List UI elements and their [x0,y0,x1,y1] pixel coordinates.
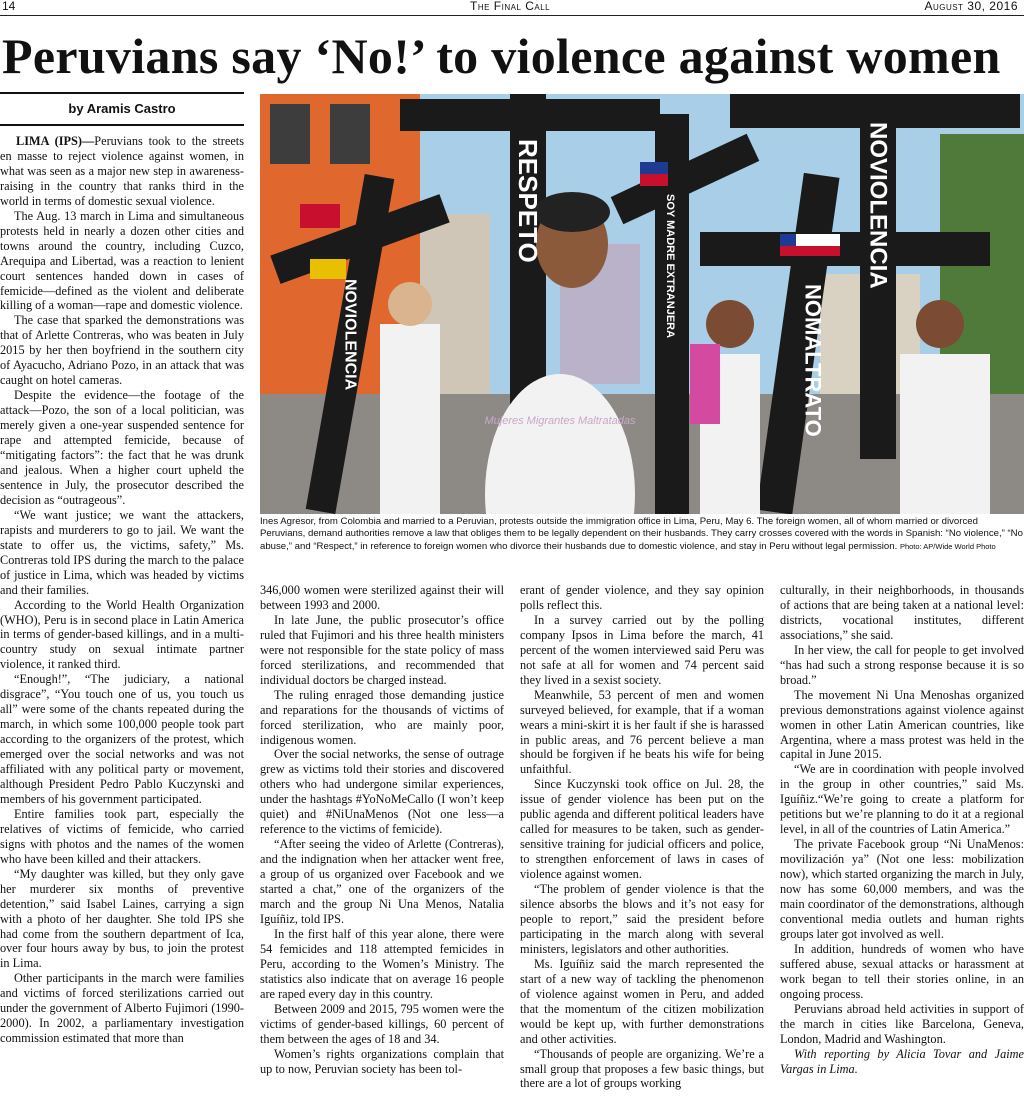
article-paragraph: Ms. Iguíñiz said the march represented the start of a new way of tackling the phenomenon of violence against women in Peru, and added that the momentum of the citizen mobilization would be kept up, with further demonstrations and other activities. [520,956,764,1046]
article-paragraph: “We are in coordination with people involved in the group in other countries,” said Ms. Iguíñiz.“We’re going to create a platform for petitions but we’re planning to do it at a regional level, in all of the countries of Latin America.” [780,762,1024,837]
article-paragraph: The private Facebook group “Ni UnaMenos: movilización ya” (Not one less: mobilization now), which started organizing the march in July, now has some 60,000 members, and was the main coordinator of the demonstrations, although conventional media outlets and human rights groups later got involved as well. [780,837,1024,941]
article-paragraph: “The problem of gender violence is that the silence absorbs the blows and it’s not easy for people to report,” said the president before participating in the march along with several ministers, legislators and other authorities. [520,882,764,956]
sign-noviolencia-right: NOVIOLENCIA [864,122,892,289]
article-paragraph: The movement Ni Una Menoshas organized previous demonstrations against violence against women in other Latin American countries, like Argentina, where a mass protest was held in the capital in June 2015. [780,687,1024,762]
shirt-text: Mujeres Migrantes Maltratadas [484,415,636,427]
article-paragraph: Entire families took part, especially the relatives of victims of femicide, who carried signs with photos and the names of the women who have been killed and their attackers. [0,806,244,866]
sign-soy-madre: SOY MADRE EXTRANJERA [664,194,676,339]
article-paragraph: culturally, in their neighborhoods, in thousands of actions that are being taken at a national level: districts, vocational institutes, different associations,” she said. [780,583,1024,642]
byline-box [0,92,244,126]
article-paragraph: According to the World Health Organization (WHO), Peru is in second place in Latin America in terms of gender-based killings, and in a multi-country study on sexual intimate partner violence, it ranked third. [0,597,244,672]
article-paragraph: Peruvians abroad held activities in support of the march in cities like Barcelona, Geneva, London, Madrid and Washington. [780,1001,1024,1046]
article-paragraph: 346,000 women were sterilized against their will between 1993 and 2000. [260,583,504,612]
article-paragraph: erant of gender violence, and they say opinion polls reflect this. [520,583,764,612]
article-paragraph: In late June, the public prosecutor’s office ruled that Fujimori and his three health ministers were not responsible for the state policy of mass forced sterilizations, and recommended that individual doctors be charged instead. [260,612,504,687]
page-number: 14 [2,0,16,13]
article-paragraph: Other participants in the march were families and victims of forced sterilizations carried out under the government of Alberto Fujimori (1990-2000). In 2002, a parliamentary investigation commission estimated that more than [0,971,244,1046]
news-photo [260,94,1024,514]
publication-name: The Final Call [470,0,551,13]
sign-noviolencia-left: NOVIOLENCIA [341,279,359,391]
article-paragraph: In her view, the call for people to get involved “has had such a strong response because it is so broad.” [780,642,1024,687]
article-paragraph [0,134,244,209]
dateline: LIMA (IPS)— [16,134,95,148]
article-paragraph: In the first half of this year alone, there were 54 femicides and 118 attempted femicides in Peru, according to the Women’s Ministry. The statistics also indicate that on average 16 people are raped every day in this country. [260,926,504,1001]
paragraph-text: Peruvians took to the streets en masse to reject violence against women, in what was seen as a major new step in awareness-raising in the country that ranks third in the world in terms of domestic sexual violence. [0,134,244,208]
article-paragraph: Despite the evidence—the footage of the attack—Pozo, the son of a local politician, was merely given a one-year suspended sentence for rape and attempted femicide, because of “mitigating factors”: the fact that he was drunk and jealous. When a higher court upheld the sentence in July, the prosecutor described the decision as “outrageous”. [0,388,244,507]
article-paragraph: The ruling enraged those demanding justice and reparations for the thousands of victims of forced sterilization, who are mainly poor, indigenous women. [260,687,504,747]
article-column-1 [0,134,244,1108]
article-column-3 [520,583,764,1108]
sign-respeto: RESPETO [513,139,543,263]
article-paragraph: “We want justice; we want the attackers, rapists and murderers to go to jail. We want the state to offer us, the victims, safety,” Ms. Contreras told IPS during the march to the palace of justice in Lima, which was headed by victims and their families. [0,507,244,597]
article-paragraph: “Enough!”, “The judiciary, a national disgrace”, “You touch one of us, you touch us all” were some of the chants repeated during the march, in which some 100,000 people took part according to the organizers of the protest, which emerged over the social networks and was not affiliated with any political party or movement, although President Pedro Pablo Kuczynski and members of his government participated. [0,672,244,806]
article-paragraph: Over the social networks, the sense of outrage grew as victims told their stories and discovered others who had undergone similar experiences, under the hashtags #YoNoMeCallo (I won’t keep quiet) and #NiUnaMenos (Not one less—a reference to the victims of femicide). [260,747,504,837]
page-header [0,0,1024,16]
article-paragraph: “My daughter was killed, but they only gave her murderer six months of preventive detention,” said Isabel Laines, carrying a sign with a photo of her daughter. She told IPS she had come from the southern department of Ica, over four hours away by bus, to join the protest in Lima. [0,866,244,971]
headline: Peruvians say ‘No!’ to violence against women [2,28,1001,84]
article-paragraph: In a survey carried out by the polling company Ipsos in Lima before the march, 41 percent of the women interviewed said Peru was not safe at all for women and 74 percent said they lived in a sexist society. [520,612,764,687]
article-paragraph: In addition, hundreds of women who have suffered abuse, sexual attacks or harassment at work began to tell their stories online, in an ongoing process. [780,941,1024,1001]
article-paragraph: The Aug. 13 march in Lima and simultaneous protests held in nearly a dozen other cities and towns around the country, including Cuzco, Arequipa and Libertad, was a reaction to lenient court sentences handed down in cases of femicide—defined as the violent and deliberate killing of a woman—rape and domestic violence. [0,208,244,313]
photo-credit: Photo: AP/Wide World Photo [899,541,996,551]
issue-date: August 30, 2016 [924,0,1018,13]
article-paragraph: The case that sparked the demonstrations was that of Arlette Contreras, who was beaten in July 2015 by her then boyfriend in the southern city of Ayacucho, Adriano Pozo, in an attack that was caught on hotel cameras. [0,313,244,388]
byline: by Aramis Castro [68,101,176,116]
article-paragraph: Meanwhile, 53 percent of men and women surveyed believed, for example, that if a woman wears a mini-skirt it is her fault if she is harassed in public areas, and 76 percent believe a man should be forgiven if he beats his wife for being unfaithful. [520,687,764,777]
article-paragraph: Since Kuczynski took office on Jul. 28, the issue of gender violence has been put on the public agenda and different political leaders have called for measures to be taken, such as gender-sensitive training for judicial officers and police, to strengthen enforcement of laws in cases of violence against women. [520,777,764,882]
photo-caption [260,516,1024,553]
article-paragraph: Women’s rights organizations complain that up to now, Peruvian society has been tol- [260,1046,504,1076]
article-paragraph: “Thousands of people are organizing. We’re a small group that proposes a few basic things, but there are a lot of groups working [520,1046,764,1091]
article-paragraph: “After seeing the video of Arlette (Contreras), and the indignation when her attacker went free, a group of us organized over Facebook and we started a chat,” one of the organizers of the march and the group Ni Una Menos, Natalia Iguíñiz, told IPS. [260,837,504,926]
protest-photo-illustration [260,94,1024,514]
sign-nomaltrato: NOMALTRATO [800,284,826,437]
reporting-credit: With reporting by Alicia Tovar and Jaime Vargas in Lima. [780,1046,1024,1076]
caption-text: Ines Agresor, from Colombia and married to a Peruvian, protests outside the immigration office in Lima, Peru, May 6. The foreign women, all of whom married or divorced Peruvians, demand authorities remove a law that obliges them to be legally dependent on their husbands. They carry crosses covered with the words in Spanish: “No violence,” “No abuse,” and “Respect,” in reference to foreign women who divorce their husbands due to domestic violence, and stay in Peru without legal permission. [260,516,1023,552]
article-column-2 [260,583,504,1108]
article-paragraph: Between 2009 and 2015, 795 women were the victims of gender-based killings, 60 percent of them between the ages of 18 and 34. [260,1001,504,1046]
article-column-4 [780,583,1024,1108]
